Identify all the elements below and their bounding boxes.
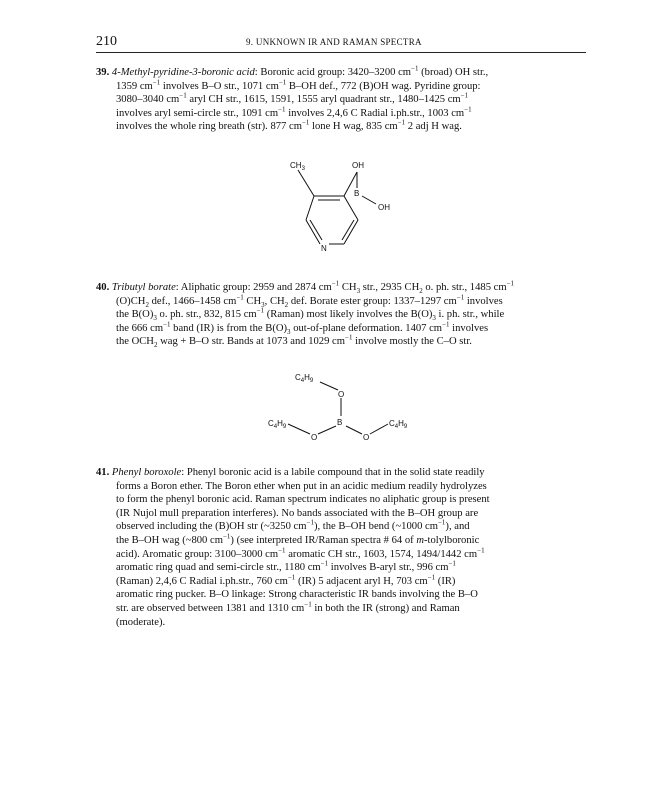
entry-number: 39. bbox=[96, 67, 110, 78]
compound-name: 4-Methyl-pyridine-3-boronic acid bbox=[111, 67, 255, 78]
c4h9-label-top: $C_4H_9$ bbox=[295, 373, 314, 384]
structure-39 bbox=[270, 156, 420, 256]
entry-40: 40. Tributyl borate: Aliphatic group: 2959 and 2874 $cm^{-1}$ $CH_3$ str., 2935 $CH_2$ o. ph. str., 1485 $cm^{-1}$ $(O)CH_2$ def., 1466–1458 $cm^{-1}$ $CH_3$, $CH_2$ def. Borate ester group: 1337–1297 $cm^{-1}$ involves the $B(O)_3$ o. ph. str., 832, 815 $cm^{-1}$ (Raman) most likely involves the $B(O)_3$ i. ph. str., while the 666 $cm^{-1}$ band (IR) is from the $B(O)_3$ out-of-plane deformation. 1407 $cm^{-1}$ involves the $OCH_2$ wag + B–O str. Bands at 1073 and 1029 $cm^{-1}$ involve mostly the C–O str. bbox=[96, 279, 515, 350]
oh-top-label: OH bbox=[352, 161, 364, 170]
oh-right-label: OH bbox=[378, 203, 390, 212]
running-head: 9. UNKNOWN IR AND RAMAN SPECTRA bbox=[246, 37, 422, 47]
ch3-label: $CH_3$ bbox=[290, 161, 305, 172]
boron-label: B bbox=[337, 418, 343, 427]
c4h9-label-right: $C_4H_9$ bbox=[389, 419, 408, 430]
c4h9-label-left: $C_4H_9$ bbox=[268, 419, 287, 430]
entry-41: 41. Phenyl boroxole: Phenyl boronic acid is a labile compound that in the solid state readily forms a Boron ether. The Boron ether when put in an acidic medium readily hydrolyzes to form the phenyl boronic acid. Raman spectrum indicates no aliphatic group is present (IR Nujol mull preparation interferes). No bands associated with the B–OH group are observed including the (B)OH str (~3250 $cm^{-1}$), the B–OH bend (~1000 $cm^{-1}$), and the B–OH wag (~800 $cm^{-1}$) (see interpreted IR/Raman spectra # 64 of m-tolylboronic acid). Aromatic group: 3100–3000 $cm^{-1}$ aromatic CH str., 1603, 1574, 1494/1442 $cm^{-1}$ aromatic ring quad and semi-circle str., 1180 $cm^{-1}$ involves B-aryl str., 996 $cm^{-1}$ (Raman) 2,4,6 C Radial i.ph.str., 760 $cm^{-1}$ (IR) 5 adjacent aryl H, 703 $cm^{-1}$ (IR) aromatic ring pucker. B–O linkage: Strong characteristic IR bands involving the B–O str. are observed between 1381 and 1310 $cm^{-1}$ in both the IR (strong) and Raman (moderate). bbox=[96, 467, 490, 628]
boron-label: B bbox=[354, 189, 360, 198]
nitrogen-label: N bbox=[321, 244, 327, 253]
oxygen-label-top: O bbox=[338, 390, 345, 399]
compound-name: Phenyl boroxole bbox=[111, 467, 182, 478]
page-header bbox=[96, 34, 586, 53]
structure-40 bbox=[264, 368, 424, 448]
entry-number: 41. bbox=[96, 467, 110, 478]
compound-name: Tributyl borate bbox=[111, 282, 176, 293]
oxygen-label-left: O bbox=[311, 433, 318, 442]
entry-number: 40. bbox=[96, 282, 110, 293]
page-number: 210 bbox=[96, 34, 117, 49]
entry-39: 39. 4-Methyl-pyridine-3-boronic acid: Boronic acid group: 3420–3200 $cm^{-1}$ (broad) OH str., 1359 $cm^{-1}$ involves B–O str., 1071 $cm^{-1}$ B–OH def., 772 (B)OH wag. Pyridine group: 3080–3040 $cm^{-1}$ aryl CH str., 1615, 1591, 1555 aryl quadrant str., 1480–1425 $cm^{-1}$ involves aryl semi-circle str., 1091 $cm^{-1}$ involves 2,4,6 C Radial i.ph.str., 1003 $cm^{-1}$ involves the whole ring breath (str). 877 $cm^{-1}$ lone H wag, 835 $cm^{-1}$ 2 adj H wag. bbox=[96, 64, 489, 133]
oxygen-label-right: O bbox=[363, 433, 370, 442]
